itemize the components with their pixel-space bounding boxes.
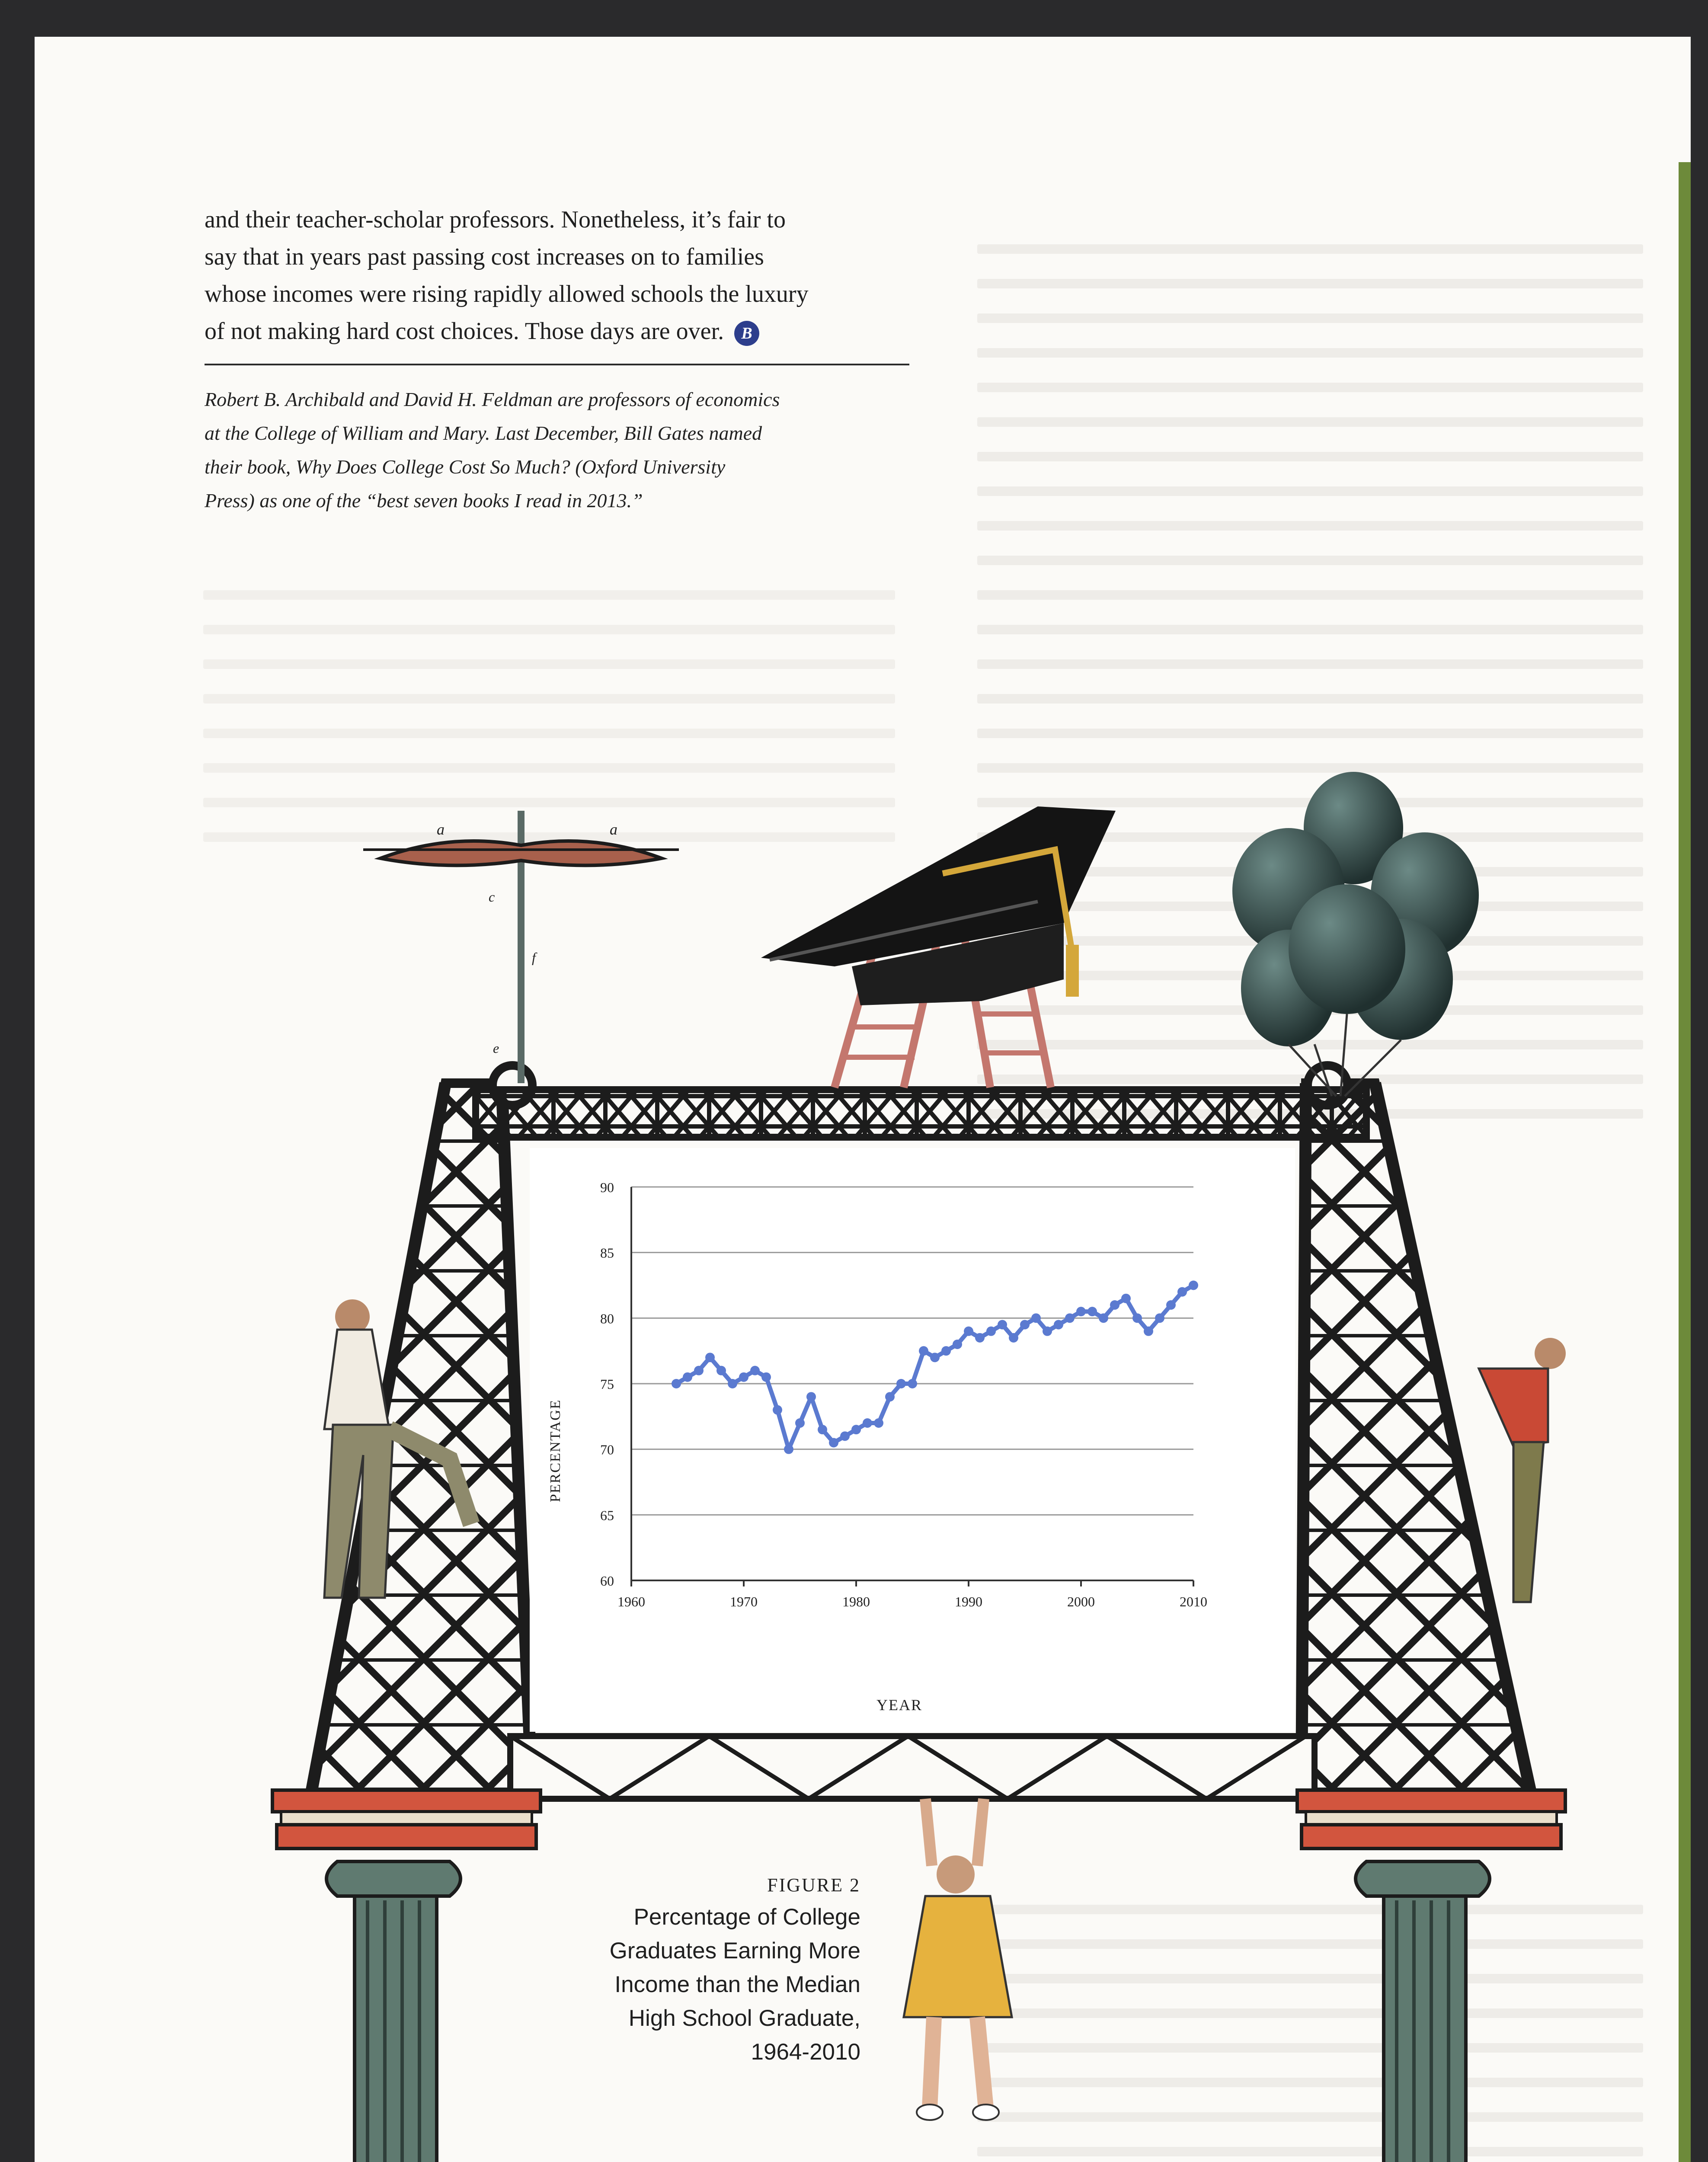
page-spine-edge <box>1679 162 1691 2162</box>
axis-layer <box>600 1180 1207 1609</box>
data-point <box>1020 1320 1030 1330</box>
data-point <box>874 1418 883 1428</box>
x-tick-label: 1990 <box>955 1594 982 1609</box>
data-point <box>683 1372 692 1382</box>
figure-title-line: Percentage of College <box>633 1904 860 1930</box>
data-point <box>1009 1333 1018 1343</box>
data-point <box>1155 1313 1164 1323</box>
bio-line: Robert B. Archibald and David H. Feldman are professors of economics <box>205 388 780 410</box>
figure-caption <box>506 1870 860 2069</box>
figure-title <box>506 1900 860 2069</box>
data-point <box>806 1392 816 1401</box>
wing-label: a <box>610 821 617 838</box>
chart-svg <box>530 1148 1295 1732</box>
data-point <box>705 1353 715 1362</box>
climbing-man-right <box>1479 1338 1566 1602</box>
data-point <box>829 1438 838 1448</box>
paragraph-line: whose incomes were rising rapidly allowed schools the luxury <box>205 281 809 307</box>
x-tick-label: 2010 <box>1180 1594 1207 1609</box>
y-tick-label: 80 <box>600 1311 614 1327</box>
wing-label: f <box>532 950 536 965</box>
series-layer <box>672 1281 1198 1454</box>
figure-title-line: 1964-2010 <box>751 2039 860 2065</box>
wing-label: c <box>489 889 495 905</box>
data-point <box>694 1366 704 1375</box>
x-axis-title: YEAR <box>876 1696 922 1714</box>
data-point <box>1043 1327 1052 1336</box>
data-point <box>896 1379 906 1388</box>
figure-title-line: Income than the Median <box>614 1972 860 1997</box>
data-point <box>953 1340 962 1349</box>
data-point <box>941 1346 951 1356</box>
data-point <box>930 1353 940 1362</box>
data-point <box>818 1425 827 1434</box>
data-point <box>1110 1300 1119 1310</box>
bio-divider <box>205 364 909 365</box>
data-point <box>908 1379 917 1388</box>
data-point <box>784 1445 793 1454</box>
right-tower <box>1302 1065 1531 1792</box>
x-tick-label: 1980 <box>842 1594 870 1609</box>
left-tower <box>311 1065 532 1792</box>
data-point <box>851 1425 861 1434</box>
author-bio <box>205 383 931 518</box>
bio-line: at the College of William and Mary. Last December, Bill Gates named <box>205 422 762 444</box>
x-tick-label: 1970 <box>730 1594 758 1609</box>
hanging-woman <box>904 1799 1012 2120</box>
data-point <box>1177 1287 1187 1297</box>
data-point <box>986 1327 996 1336</box>
wing-label: a <box>437 821 445 838</box>
data-point <box>1121 1294 1131 1303</box>
data-point <box>1031 1313 1041 1323</box>
figure-title-line: Graduates Earning More <box>609 1938 860 1964</box>
article-paragraph <box>205 201 931 350</box>
line-chart <box>530 1148 1295 1732</box>
y-tick-label: 75 <box>600 1376 614 1392</box>
climbing-man-left <box>324 1299 471 1598</box>
data-point <box>919 1346 928 1356</box>
data-point <box>975 1333 985 1343</box>
data-point <box>1054 1320 1063 1330</box>
figure-title-line: High School Graduate, <box>628 2005 860 2031</box>
data-point <box>885 1392 895 1401</box>
data-point <box>964 1327 973 1336</box>
data-point <box>1087 1307 1097 1316</box>
y-tick-label: 60 <box>600 1573 614 1589</box>
left-column <box>272 1790 541 2162</box>
data-point <box>840 1431 850 1441</box>
end-of-article-mark-icon: B <box>734 321 759 346</box>
data-point <box>672 1379 681 1388</box>
figure-label: FIGURE 2 <box>767 1874 860 1896</box>
data-point <box>1132 1313 1142 1323</box>
paragraph-line: say that in years past passing cost increases on to families <box>205 243 764 270</box>
data-point <box>750 1366 760 1375</box>
x-tick-label: 2000 <box>1067 1594 1095 1609</box>
data-point <box>773 1405 782 1415</box>
data-point <box>863 1418 872 1428</box>
data-point <box>1099 1313 1108 1323</box>
data-point <box>716 1366 726 1375</box>
y-tick-label: 65 <box>600 1507 614 1523</box>
y-tick-label: 70 <box>600 1442 614 1458</box>
bottom-truss <box>510 1736 1315 1799</box>
magazine-page <box>35 37 1691 2162</box>
flying-machine-wings <box>363 811 679 1083</box>
data-point <box>1076 1307 1086 1316</box>
y-axis-title: PERCENTAGE <box>547 1399 563 1503</box>
paragraph-line: and their teacher-scholar professors. Nonetheless, it’s fair to <box>205 206 786 233</box>
data-point <box>1166 1300 1176 1310</box>
paragraph-line: of not making hard cost choices. Those days are over. B <box>205 313 931 350</box>
bio-line: Press) as one of the “best seven books I read in 2013.” <box>205 489 643 512</box>
data-point <box>998 1320 1007 1330</box>
y-tick-label: 85 <box>600 1245 614 1261</box>
bio-line: their book, Why Does College Cost So Much? (Oxford University <box>205 456 726 478</box>
data-point <box>761 1372 771 1382</box>
data-point <box>1144 1327 1153 1336</box>
data-point <box>728 1379 737 1388</box>
x-tick-label: 1960 <box>617 1594 645 1609</box>
y-tick-label: 90 <box>600 1180 614 1195</box>
wing-label: e <box>493 1040 499 1056</box>
data-point <box>795 1418 805 1428</box>
data-point <box>1065 1313 1075 1323</box>
data-point <box>1189 1281 1198 1290</box>
data-point <box>739 1372 748 1382</box>
